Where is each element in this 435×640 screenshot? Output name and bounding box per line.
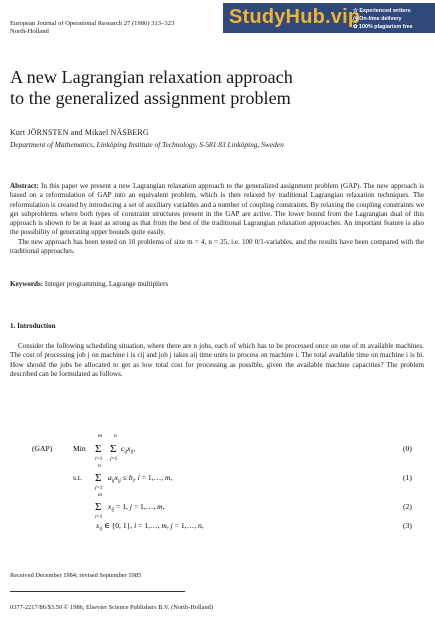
- abstract-paragraph-2: The new approach has been tested on 10 problems of size m = 4, n = 25, i.e. 100 0/1-variables, and the results have been compared with the traditional approaches.: [10, 237, 424, 256]
- banner-features: [353, 7, 413, 31]
- svg-text:aijxij ≤ bi, i = 1,…, m,: $a_{ij}x_{ij} \le b_i$, i = 1,…, m,: [108, 473, 173, 484]
- svg-text:j=1: j=1: [95, 485, 103, 491]
- eq-number-3: (3): [403, 521, 412, 530]
- feature-delivery: ◷ On-time delivery: [353, 16, 402, 22]
- section-heading: 1. Introduction: [10, 322, 56, 330]
- title-line-2: to the generalized assignment problem: [10, 88, 291, 108]
- gap-label: (GAP): [32, 444, 53, 453]
- issn-line: 0377-2217/86/$3.50 © 1986, Elsevier Science Publishers B.V. (North-Holland): [10, 604, 213, 611]
- received-date: Received December 1984; revised September 1985: [10, 572, 142, 579]
- feature-plagiarism: ✿ 100% plagiarism free: [353, 24, 413, 30]
- keywords: [10, 280, 168, 288]
- abstract-paragraph-1: [10, 182, 424, 238]
- constraint-binary: $x_{ij}$ ∈ {0, 1}, i = 1,…, m, j = 1,…, n,: [96, 521, 204, 532]
- svg-text:i=1: i=1: [95, 456, 103, 462]
- footer-rule: [10, 591, 185, 592]
- svg-text:m: m: [98, 433, 102, 439]
- studyhub-logo[interactable]: StudyHub.vip: [229, 6, 361, 28]
- feature-writers: ☆ Experienced writers: [353, 8, 411, 14]
- eq-number-0: (0): [403, 444, 412, 453]
- journal-citation: European Journal of Operational Research 27 (1986) 313–323: [10, 20, 175, 27]
- min-label: Min: [73, 444, 86, 453]
- keywords-text: Integer programming, Lagrange multipliers: [44, 280, 169, 288]
- abstract-text: In this paper we present a new Lagrangian relaxation approach to the generalized assignment problem (GAP). The new approach is based on a reformulation of GAP into an equivalent problem, which is then relaxed by traditional Lagrangian relaxation techniques. The reformulation is created by introducing a set of auxiliary variables and a number of coupling constraints. By relaxing the coupling constraints we get subproblems where both types of constraint structures present in the GAP are active. The lower bound from the Lagrangian dual of this approach is shown to be at least as strong as that from the best of the traditional Lagrangian relaxation approaches. An important feature is also the possibility of generating upper bounds quite easily.: [10, 182, 424, 237]
- svg-text:Σ: Σ: [95, 501, 102, 513]
- svg-text:Σ: Σ: [110, 443, 117, 455]
- objective-double-sum: [95, 433, 135, 462]
- svg-text:m: m: [98, 492, 102, 498]
- authors: Kurt JÖRNSTEN and Mikael NÄSBERG: [10, 128, 149, 137]
- publisher: North-Holland: [10, 28, 49, 36]
- svg-text:n: n: [114, 433, 117, 439]
- keywords-label: Keywords:: [10, 280, 44, 288]
- abstract-label: Abstract:: [10, 182, 39, 190]
- article-title: [10, 67, 430, 109]
- constraint-assignment: [95, 492, 165, 520]
- journal-header: [10, 20, 174, 37]
- constraint-capacity: [94, 463, 172, 491]
- svg-text:xij = 1, j = 1,…, m,: $x_{ij} = 1$, j = 1,…, m,: [108, 502, 165, 513]
- svg-text:Σ: Σ: [95, 443, 102, 455]
- st-label: s.t.: [73, 473, 82, 482]
- svg-text:j=1: j=1: [110, 456, 118, 462]
- affiliation: Department of Mathematics, Linköping Institute of Technology, S-581 83 Linköping, Sweden: [10, 140, 284, 149]
- eq-number-2: (2): [403, 502, 412, 511]
- intro-paragraph: Consider the following scheduling situation, where there are n jobs, each of which has to be processed once on one of m available machines. The cost of processing job j on machine i is cij and job j takes aij time units to process on machine i. The total available time on machine i is bi. How should the jobs be allocated to get as low total cost for processing as possible, given the available machine capacities? The problem described can be formulated as follows.: [10, 342, 424, 378]
- svg-text:Σ: Σ: [95, 472, 102, 484]
- abstract: [10, 182, 424, 256]
- eq-number-1: (1): [403, 473, 412, 482]
- gap-formulation: [0, 430, 435, 565]
- svg-text:cijxij,: $c_{ij}x_{ij}$,: [121, 444, 136, 455]
- title-line-1: A new Lagrangian relaxation approach: [10, 67, 293, 87]
- svg-text:n: n: [98, 463, 101, 469]
- svg-text:i=1: i=1: [95, 514, 103, 520]
- studyhub-banner[interactable]: [223, 3, 435, 33]
